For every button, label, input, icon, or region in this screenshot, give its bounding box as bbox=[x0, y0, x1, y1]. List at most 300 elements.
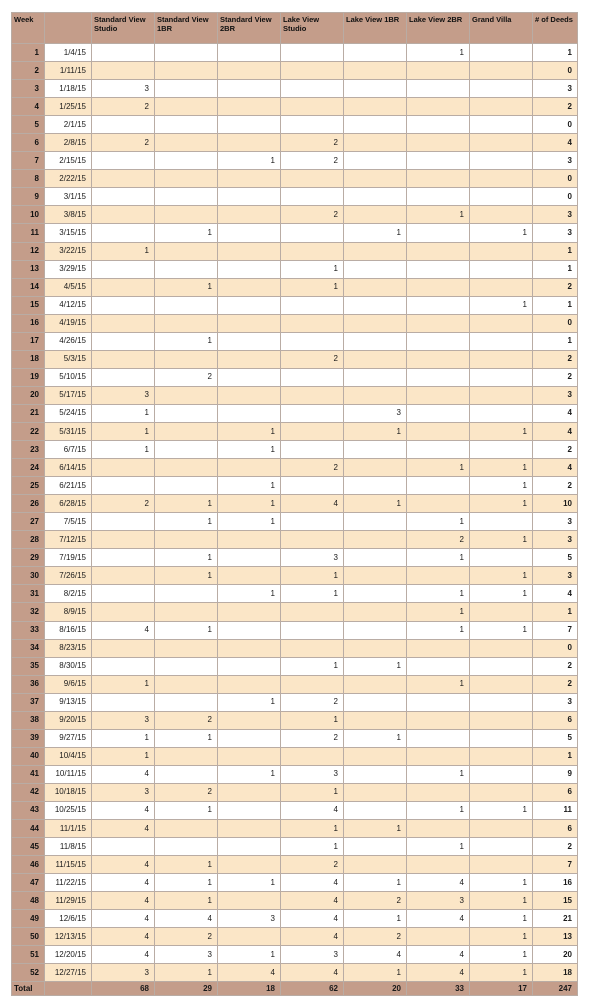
deeds-cell[interactable]: 13 bbox=[533, 928, 578, 946]
lake-view-2br-cell[interactable] bbox=[407, 422, 470, 440]
lake-view-2br-cell[interactable]: 4 bbox=[407, 946, 470, 964]
deeds-cell[interactable]: 3 bbox=[533, 152, 578, 170]
deeds-cell[interactable]: 7 bbox=[533, 856, 578, 874]
deeds-cell[interactable]: 0 bbox=[533, 116, 578, 134]
standard-view-1br-cell[interactable] bbox=[155, 531, 218, 549]
deeds-cell[interactable]: 6 bbox=[533, 820, 578, 838]
date-cell[interactable]: 11/15/15 bbox=[45, 856, 92, 874]
grand-villa-cell[interactable] bbox=[470, 44, 533, 62]
lake-view-2br-cell[interactable] bbox=[407, 260, 470, 278]
grand-villa-cell[interactable] bbox=[470, 549, 533, 567]
standard-view-1br-cell[interactable]: 1 bbox=[155, 892, 218, 910]
week-cell[interactable]: 36 bbox=[12, 675, 45, 693]
lake-view-studio-cell[interactable] bbox=[281, 477, 344, 495]
standard-view-1br-cell[interactable]: 1 bbox=[155, 729, 218, 747]
standard-view-2br-cell[interactable] bbox=[218, 639, 281, 657]
standard-view-2br-cell[interactable] bbox=[218, 838, 281, 856]
lake-view-1br-cell[interactable] bbox=[344, 296, 407, 314]
lake-view-1br-cell[interactable] bbox=[344, 675, 407, 693]
lake-view-1br-cell[interactable] bbox=[344, 441, 407, 459]
lake-view-studio-cell[interactable] bbox=[281, 62, 344, 80]
grand-villa-cell[interactable] bbox=[470, 332, 533, 350]
week-cell[interactable]: 51 bbox=[12, 946, 45, 964]
lake-view-studio-cell[interactable] bbox=[281, 116, 344, 134]
lake-view-1br-cell[interactable]: 3 bbox=[344, 404, 407, 422]
lake-view-2br-cell[interactable]: 1 bbox=[407, 459, 470, 477]
date-cell[interactable]: 1/4/15 bbox=[45, 44, 92, 62]
standard-view-2br-cell[interactable] bbox=[218, 296, 281, 314]
grand-villa-cell[interactable]: 1 bbox=[470, 459, 533, 477]
lake-view-1br-cell[interactable] bbox=[344, 170, 407, 188]
standard-view-studio-cell[interactable]: 4 bbox=[92, 874, 155, 892]
deeds-cell[interactable]: 9 bbox=[533, 765, 578, 783]
lake-view-studio-cell[interactable] bbox=[281, 224, 344, 242]
lake-view-2br-cell[interactable] bbox=[407, 170, 470, 188]
lake-view-1br-cell[interactable] bbox=[344, 459, 407, 477]
grand-villa-cell[interactable] bbox=[470, 206, 533, 224]
grand-villa-cell[interactable] bbox=[470, 278, 533, 296]
grand-villa-cell[interactable]: 1 bbox=[470, 585, 533, 603]
grand-villa-cell[interactable] bbox=[470, 368, 533, 386]
lake-view-studio-cell[interactable] bbox=[281, 44, 344, 62]
deeds-cell[interactable]: 6 bbox=[533, 783, 578, 801]
standard-view-2br-cell[interactable] bbox=[218, 675, 281, 693]
deeds-cell[interactable]: 1 bbox=[533, 44, 578, 62]
deeds-cell[interactable]: 3 bbox=[533, 531, 578, 549]
week-cell[interactable]: 25 bbox=[12, 477, 45, 495]
standard-view-2br-cell[interactable]: 1 bbox=[218, 946, 281, 964]
standard-view-studio-cell[interactable] bbox=[92, 332, 155, 350]
header-standard-view-studio[interactable]: Standard View Studio bbox=[92, 13, 155, 44]
standard-view-2br-cell[interactable] bbox=[218, 459, 281, 477]
week-cell[interactable]: 20 bbox=[12, 386, 45, 404]
date-cell[interactable]: 9/6/15 bbox=[45, 675, 92, 693]
deeds-cell[interactable]: 1 bbox=[533, 747, 578, 765]
lake-view-1br-cell[interactable] bbox=[344, 477, 407, 495]
deeds-cell[interactable]: 1 bbox=[533, 242, 578, 260]
header-lake-view-2br[interactable]: Lake View 2BR bbox=[407, 13, 470, 44]
week-cell[interactable]: 50 bbox=[12, 928, 45, 946]
date-cell[interactable]: 2/22/15 bbox=[45, 170, 92, 188]
deeds-cell[interactable]: 2 bbox=[533, 657, 578, 675]
date-cell[interactable]: 8/9/15 bbox=[45, 603, 92, 621]
total-lake-view-1br[interactable]: 20 bbox=[344, 982, 407, 996]
week-cell[interactable]: 4 bbox=[12, 98, 45, 116]
lake-view-1br-cell[interactable] bbox=[344, 80, 407, 98]
standard-view-2br-cell[interactable]: 1 bbox=[218, 495, 281, 513]
standard-view-2br-cell[interactable] bbox=[218, 62, 281, 80]
lake-view-2br-cell[interactable] bbox=[407, 495, 470, 513]
lake-view-2br-cell[interactable]: 1 bbox=[407, 621, 470, 639]
lake-view-2br-cell[interactable] bbox=[407, 242, 470, 260]
standard-view-1br-cell[interactable]: 1 bbox=[155, 332, 218, 350]
grand-villa-cell[interactable] bbox=[470, 856, 533, 874]
standard-view-1br-cell[interactable] bbox=[155, 657, 218, 675]
standard-view-1br-cell[interactable]: 1 bbox=[155, 513, 218, 531]
date-cell[interactable]: 4/19/15 bbox=[45, 314, 92, 332]
lake-view-2br-cell[interactable]: 1 bbox=[407, 549, 470, 567]
lake-view-studio-cell[interactable] bbox=[281, 441, 344, 459]
standard-view-1br-cell[interactable] bbox=[155, 765, 218, 783]
date-cell[interactable]: 5/31/15 bbox=[45, 422, 92, 440]
standard-view-studio-cell[interactable]: 3 bbox=[92, 711, 155, 729]
standard-view-studio-cell[interactable] bbox=[92, 170, 155, 188]
standard-view-1br-cell[interactable]: 1 bbox=[155, 278, 218, 296]
lake-view-1br-cell[interactable] bbox=[344, 801, 407, 819]
week-cell[interactable]: 14 bbox=[12, 278, 45, 296]
date-cell[interactable]: 6/7/15 bbox=[45, 441, 92, 459]
standard-view-studio-cell[interactable] bbox=[92, 188, 155, 206]
date-cell[interactable]: 11/1/15 bbox=[45, 820, 92, 838]
lake-view-2br-cell[interactable]: 1 bbox=[407, 513, 470, 531]
lake-view-studio-cell[interactable]: 4 bbox=[281, 801, 344, 819]
standard-view-studio-cell[interactable] bbox=[92, 603, 155, 621]
lake-view-2br-cell[interactable]: 1 bbox=[407, 206, 470, 224]
standard-view-2br-cell[interactable] bbox=[218, 729, 281, 747]
lake-view-2br-cell[interactable]: 1 bbox=[407, 675, 470, 693]
week-cell[interactable]: 8 bbox=[12, 170, 45, 188]
grand-villa-cell[interactable] bbox=[470, 170, 533, 188]
week-cell[interactable]: 32 bbox=[12, 603, 45, 621]
header-standard-view-2br[interactable]: Standard View 2BR bbox=[218, 13, 281, 44]
week-cell[interactable]: 42 bbox=[12, 783, 45, 801]
standard-view-1br-cell[interactable] bbox=[155, 242, 218, 260]
standard-view-1br-cell[interactable] bbox=[155, 441, 218, 459]
standard-view-2br-cell[interactable] bbox=[218, 747, 281, 765]
total-standard-view-2br[interactable]: 18 bbox=[218, 982, 281, 996]
week-cell[interactable]: 10 bbox=[12, 206, 45, 224]
date-cell[interactable]: 8/16/15 bbox=[45, 621, 92, 639]
standard-view-1br-cell[interactable] bbox=[155, 459, 218, 477]
lake-view-1br-cell[interactable] bbox=[344, 693, 407, 711]
week-cell[interactable]: 35 bbox=[12, 657, 45, 675]
standard-view-studio-cell[interactable]: 1 bbox=[92, 404, 155, 422]
total-grand-villa[interactable]: 17 bbox=[470, 982, 533, 996]
grand-villa-cell[interactable] bbox=[470, 116, 533, 134]
week-cell[interactable]: 39 bbox=[12, 729, 45, 747]
lake-view-1br-cell[interactable] bbox=[344, 260, 407, 278]
header-lake-view-1br[interactable]: Lake View 1BR bbox=[344, 13, 407, 44]
week-cell[interactable]: 11 bbox=[12, 224, 45, 242]
standard-view-1br-cell[interactable] bbox=[155, 98, 218, 116]
lake-view-studio-cell[interactable] bbox=[281, 747, 344, 765]
lake-view-2br-cell[interactable] bbox=[407, 386, 470, 404]
date-cell[interactable]: 1/18/15 bbox=[45, 80, 92, 98]
total-lake-view-2br[interactable]: 33 bbox=[407, 982, 470, 996]
lake-view-2br-cell[interactable]: 2 bbox=[407, 531, 470, 549]
standard-view-studio-cell[interactable]: 4 bbox=[92, 928, 155, 946]
standard-view-2br-cell[interactable]: 1 bbox=[218, 765, 281, 783]
grand-villa-cell[interactable] bbox=[470, 729, 533, 747]
standard-view-2br-cell[interactable] bbox=[218, 892, 281, 910]
week-cell[interactable]: 47 bbox=[12, 874, 45, 892]
deeds-cell[interactable]: 15 bbox=[533, 892, 578, 910]
date-cell[interactable]: 4/26/15 bbox=[45, 332, 92, 350]
lake-view-2br-cell[interactable] bbox=[407, 224, 470, 242]
lake-view-studio-cell[interactable] bbox=[281, 368, 344, 386]
standard-view-studio-cell[interactable]: 1 bbox=[92, 675, 155, 693]
standard-view-1br-cell[interactable] bbox=[155, 116, 218, 134]
week-cell[interactable]: 44 bbox=[12, 820, 45, 838]
date-cell[interactable]: 3/1/15 bbox=[45, 188, 92, 206]
standard-view-2br-cell[interactable] bbox=[218, 332, 281, 350]
lake-view-1br-cell[interactable]: 1 bbox=[344, 422, 407, 440]
deeds-cell[interactable]: 6 bbox=[533, 711, 578, 729]
standard-view-1br-cell[interactable]: 3 bbox=[155, 946, 218, 964]
week-cell[interactable]: 34 bbox=[12, 639, 45, 657]
standard-view-2br-cell[interactable] bbox=[218, 711, 281, 729]
lake-view-studio-cell[interactable] bbox=[281, 80, 344, 98]
standard-view-1br-cell[interactable]: 1 bbox=[155, 874, 218, 892]
week-cell[interactable]: 49 bbox=[12, 910, 45, 928]
lake-view-studio-cell[interactable]: 2 bbox=[281, 459, 344, 477]
week-cell[interactable]: 16 bbox=[12, 314, 45, 332]
lake-view-studio-cell[interactable]: 1 bbox=[281, 585, 344, 603]
deeds-cell[interactable]: 0 bbox=[533, 62, 578, 80]
standard-view-1br-cell[interactable]: 4 bbox=[155, 910, 218, 928]
standard-view-studio-cell[interactable] bbox=[92, 693, 155, 711]
header-week[interactable]: Week bbox=[12, 13, 45, 44]
date-cell[interactable]: 6/21/15 bbox=[45, 477, 92, 495]
lake-view-2br-cell[interactable] bbox=[407, 80, 470, 98]
standard-view-1br-cell[interactable]: 2 bbox=[155, 711, 218, 729]
lake-view-studio-cell[interactable] bbox=[281, 242, 344, 260]
deeds-cell[interactable]: 2 bbox=[533, 675, 578, 693]
deeds-cell[interactable]: 0 bbox=[533, 639, 578, 657]
lake-view-1br-cell[interactable] bbox=[344, 603, 407, 621]
lake-view-1br-cell[interactable] bbox=[344, 116, 407, 134]
standard-view-1br-cell[interactable]: 1 bbox=[155, 567, 218, 585]
standard-view-2br-cell[interactable]: 3 bbox=[218, 910, 281, 928]
date-cell[interactable]: 2/8/15 bbox=[45, 134, 92, 152]
week-cell[interactable]: 45 bbox=[12, 838, 45, 856]
week-cell[interactable]: 21 bbox=[12, 404, 45, 422]
date-cell[interactable]: 10/18/15 bbox=[45, 783, 92, 801]
date-cell[interactable]: 7/19/15 bbox=[45, 549, 92, 567]
standard-view-1br-cell[interactable] bbox=[155, 296, 218, 314]
standard-view-1br-cell[interactable] bbox=[155, 170, 218, 188]
date-cell[interactable]: 8/30/15 bbox=[45, 657, 92, 675]
standard-view-studio-cell[interactable] bbox=[92, 62, 155, 80]
grand-villa-cell[interactable] bbox=[470, 188, 533, 206]
lake-view-2br-cell[interactable] bbox=[407, 98, 470, 116]
lake-view-2br-cell[interactable] bbox=[407, 296, 470, 314]
week-cell[interactable]: 15 bbox=[12, 296, 45, 314]
lake-view-studio-cell[interactable]: 2 bbox=[281, 152, 344, 170]
lake-view-1br-cell[interactable] bbox=[344, 856, 407, 874]
lake-view-1br-cell[interactable] bbox=[344, 188, 407, 206]
date-cell[interactable]: 10/4/15 bbox=[45, 747, 92, 765]
standard-view-2br-cell[interactable] bbox=[218, 621, 281, 639]
standard-view-1br-cell[interactable] bbox=[155, 206, 218, 224]
date-cell[interactable]: 6/14/15 bbox=[45, 459, 92, 477]
lake-view-studio-cell[interactable]: 1 bbox=[281, 783, 344, 801]
lake-view-2br-cell[interactable] bbox=[407, 711, 470, 729]
lake-view-2br-cell[interactable] bbox=[407, 278, 470, 296]
lake-view-studio-cell[interactable] bbox=[281, 531, 344, 549]
grand-villa-cell[interactable] bbox=[470, 350, 533, 368]
lake-view-2br-cell[interactable] bbox=[407, 783, 470, 801]
week-cell[interactable]: 24 bbox=[12, 459, 45, 477]
standard-view-studio-cell[interactable] bbox=[92, 206, 155, 224]
standard-view-studio-cell[interactable]: 3 bbox=[92, 964, 155, 982]
lake-view-2br-cell[interactable] bbox=[407, 639, 470, 657]
grand-villa-cell[interactable]: 1 bbox=[470, 910, 533, 928]
standard-view-1br-cell[interactable] bbox=[155, 422, 218, 440]
lake-view-studio-cell[interactable] bbox=[281, 621, 344, 639]
deeds-cell[interactable]: 5 bbox=[533, 549, 578, 567]
week-cell[interactable]: 48 bbox=[12, 892, 45, 910]
date-cell[interactable]: 7/26/15 bbox=[45, 567, 92, 585]
totals-label[interactable]: Total bbox=[12, 982, 45, 996]
standard-view-1br-cell[interactable] bbox=[155, 350, 218, 368]
grand-villa-cell[interactable] bbox=[470, 314, 533, 332]
standard-view-studio-cell[interactable] bbox=[92, 477, 155, 495]
deeds-cell[interactable]: 4 bbox=[533, 404, 578, 422]
week-cell[interactable]: 22 bbox=[12, 422, 45, 440]
lake-view-2br-cell[interactable]: 1 bbox=[407, 765, 470, 783]
deeds-cell[interactable]: 2 bbox=[533, 477, 578, 495]
lake-view-studio-cell[interactable] bbox=[281, 314, 344, 332]
standard-view-studio-cell[interactable] bbox=[92, 657, 155, 675]
standard-view-2br-cell[interactable] bbox=[218, 549, 281, 567]
standard-view-studio-cell[interactable]: 1 bbox=[92, 242, 155, 260]
standard-view-2br-cell[interactable] bbox=[218, 260, 281, 278]
lake-view-studio-cell[interactable] bbox=[281, 603, 344, 621]
date-cell[interactable]: 9/20/15 bbox=[45, 711, 92, 729]
standard-view-1br-cell[interactable] bbox=[155, 134, 218, 152]
lake-view-2br-cell[interactable]: 1 bbox=[407, 603, 470, 621]
lake-view-1br-cell[interactable] bbox=[344, 278, 407, 296]
deeds-cell[interactable]: 7 bbox=[533, 621, 578, 639]
standard-view-1br-cell[interactable] bbox=[155, 838, 218, 856]
lake-view-2br-cell[interactable] bbox=[407, 441, 470, 459]
week-cell[interactable]: 18 bbox=[12, 350, 45, 368]
lake-view-2br-cell[interactable] bbox=[407, 314, 470, 332]
lake-view-studio-cell[interactable]: 2 bbox=[281, 350, 344, 368]
week-cell[interactable]: 6 bbox=[12, 134, 45, 152]
lake-view-1br-cell[interactable] bbox=[344, 368, 407, 386]
standard-view-2br-cell[interactable] bbox=[218, 188, 281, 206]
lake-view-1br-cell[interactable] bbox=[344, 314, 407, 332]
standard-view-2br-cell[interactable] bbox=[218, 44, 281, 62]
grand-villa-cell[interactable]: 1 bbox=[470, 621, 533, 639]
deeds-cell[interactable]: 2 bbox=[533, 441, 578, 459]
total-deeds[interactable]: 247 bbox=[533, 982, 578, 996]
lake-view-2br-cell[interactable]: 1 bbox=[407, 838, 470, 856]
standard-view-studio-cell[interactable]: 4 bbox=[92, 856, 155, 874]
date-cell[interactable]: 8/23/15 bbox=[45, 639, 92, 657]
standard-view-2br-cell[interactable] bbox=[218, 368, 281, 386]
standard-view-2br-cell[interactable]: 1 bbox=[218, 152, 281, 170]
grand-villa-cell[interactable] bbox=[470, 513, 533, 531]
standard-view-2br-cell[interactable] bbox=[218, 820, 281, 838]
week-cell[interactable]: 40 bbox=[12, 747, 45, 765]
week-cell[interactable]: 13 bbox=[12, 260, 45, 278]
deeds-cell[interactable]: 4 bbox=[533, 459, 578, 477]
standard-view-1br-cell[interactable] bbox=[155, 820, 218, 838]
grand-villa-cell[interactable] bbox=[470, 838, 533, 856]
standard-view-studio-cell[interactable]: 4 bbox=[92, 892, 155, 910]
lake-view-studio-cell[interactable]: 2 bbox=[281, 729, 344, 747]
standard-view-studio-cell[interactable] bbox=[92, 278, 155, 296]
standard-view-studio-cell[interactable] bbox=[92, 531, 155, 549]
standard-view-studio-cell[interactable] bbox=[92, 116, 155, 134]
standard-view-1br-cell[interactable] bbox=[155, 188, 218, 206]
week-cell[interactable]: 30 bbox=[12, 567, 45, 585]
grand-villa-cell[interactable] bbox=[470, 711, 533, 729]
lake-view-2br-cell[interactable] bbox=[407, 567, 470, 585]
total-standard-view-1br[interactable]: 29 bbox=[155, 982, 218, 996]
date-cell[interactable]: 9/27/15 bbox=[45, 729, 92, 747]
standard-view-2br-cell[interactable] bbox=[218, 98, 281, 116]
deeds-cell[interactable]: 2 bbox=[533, 350, 578, 368]
lake-view-2br-cell[interactable] bbox=[407, 404, 470, 422]
standard-view-2br-cell[interactable]: 1 bbox=[218, 874, 281, 892]
standard-view-1br-cell[interactable] bbox=[155, 603, 218, 621]
date-cell[interactable]: 5/17/15 bbox=[45, 386, 92, 404]
lake-view-2br-cell[interactable]: 1 bbox=[407, 801, 470, 819]
lake-view-studio-cell[interactable]: 1 bbox=[281, 260, 344, 278]
date-cell[interactable]: 3/22/15 bbox=[45, 242, 92, 260]
standard-view-1br-cell[interactable] bbox=[155, 152, 218, 170]
standard-view-studio-cell[interactable] bbox=[92, 260, 155, 278]
standard-view-2br-cell[interactable]: 1 bbox=[218, 441, 281, 459]
standard-view-2br-cell[interactable] bbox=[218, 928, 281, 946]
date-cell[interactable]: 11/8/15 bbox=[45, 838, 92, 856]
standard-view-studio-cell[interactable]: 3 bbox=[92, 386, 155, 404]
grand-villa-cell[interactable] bbox=[470, 152, 533, 170]
grand-villa-cell[interactable] bbox=[470, 134, 533, 152]
date-cell[interactable]: 2/15/15 bbox=[45, 152, 92, 170]
lake-view-2br-cell[interactable]: 4 bbox=[407, 910, 470, 928]
grand-villa-cell[interactable] bbox=[470, 441, 533, 459]
deeds-cell[interactable]: 3 bbox=[533, 224, 578, 242]
lake-view-2br-cell[interactable] bbox=[407, 928, 470, 946]
lake-view-2br-cell[interactable] bbox=[407, 729, 470, 747]
grand-villa-cell[interactable]: 1 bbox=[470, 531, 533, 549]
lake-view-2br-cell[interactable]: 4 bbox=[407, 964, 470, 982]
week-cell[interactable]: 7 bbox=[12, 152, 45, 170]
deeds-cell[interactable]: 3 bbox=[533, 206, 578, 224]
standard-view-studio-cell[interactable]: 4 bbox=[92, 820, 155, 838]
lake-view-2br-cell[interactable] bbox=[407, 116, 470, 134]
lake-view-2br-cell[interactable]: 4 bbox=[407, 874, 470, 892]
grand-villa-cell[interactable]: 1 bbox=[470, 946, 533, 964]
lake-view-studio-cell[interactable]: 4 bbox=[281, 928, 344, 946]
lake-view-studio-cell[interactable] bbox=[281, 404, 344, 422]
date-cell[interactable]: 1/11/15 bbox=[45, 62, 92, 80]
lake-view-1br-cell[interactable] bbox=[344, 783, 407, 801]
date-cell[interactable]: 12/13/15 bbox=[45, 928, 92, 946]
week-cell[interactable]: 52 bbox=[12, 964, 45, 982]
lake-view-1br-cell[interactable] bbox=[344, 98, 407, 116]
standard-view-2br-cell[interactable] bbox=[218, 567, 281, 585]
lake-view-2br-cell[interactable] bbox=[407, 657, 470, 675]
standard-view-2br-cell[interactable] bbox=[218, 350, 281, 368]
deeds-cell[interactable]: 2 bbox=[533, 368, 578, 386]
standard-view-studio-cell[interactable]: 4 bbox=[92, 910, 155, 928]
deeds-cell[interactable]: 3 bbox=[533, 80, 578, 98]
standard-view-studio-cell[interactable]: 1 bbox=[92, 422, 155, 440]
lake-view-studio-cell[interactable] bbox=[281, 188, 344, 206]
lake-view-1br-cell[interactable]: 1 bbox=[344, 910, 407, 928]
lake-view-1br-cell[interactable]: 1 bbox=[344, 729, 407, 747]
standard-view-2br-cell[interactable]: 1 bbox=[218, 477, 281, 495]
deeds-cell[interactable]: 10 bbox=[533, 495, 578, 513]
lake-view-1br-cell[interactable] bbox=[344, 386, 407, 404]
week-cell[interactable]: 26 bbox=[12, 495, 45, 513]
